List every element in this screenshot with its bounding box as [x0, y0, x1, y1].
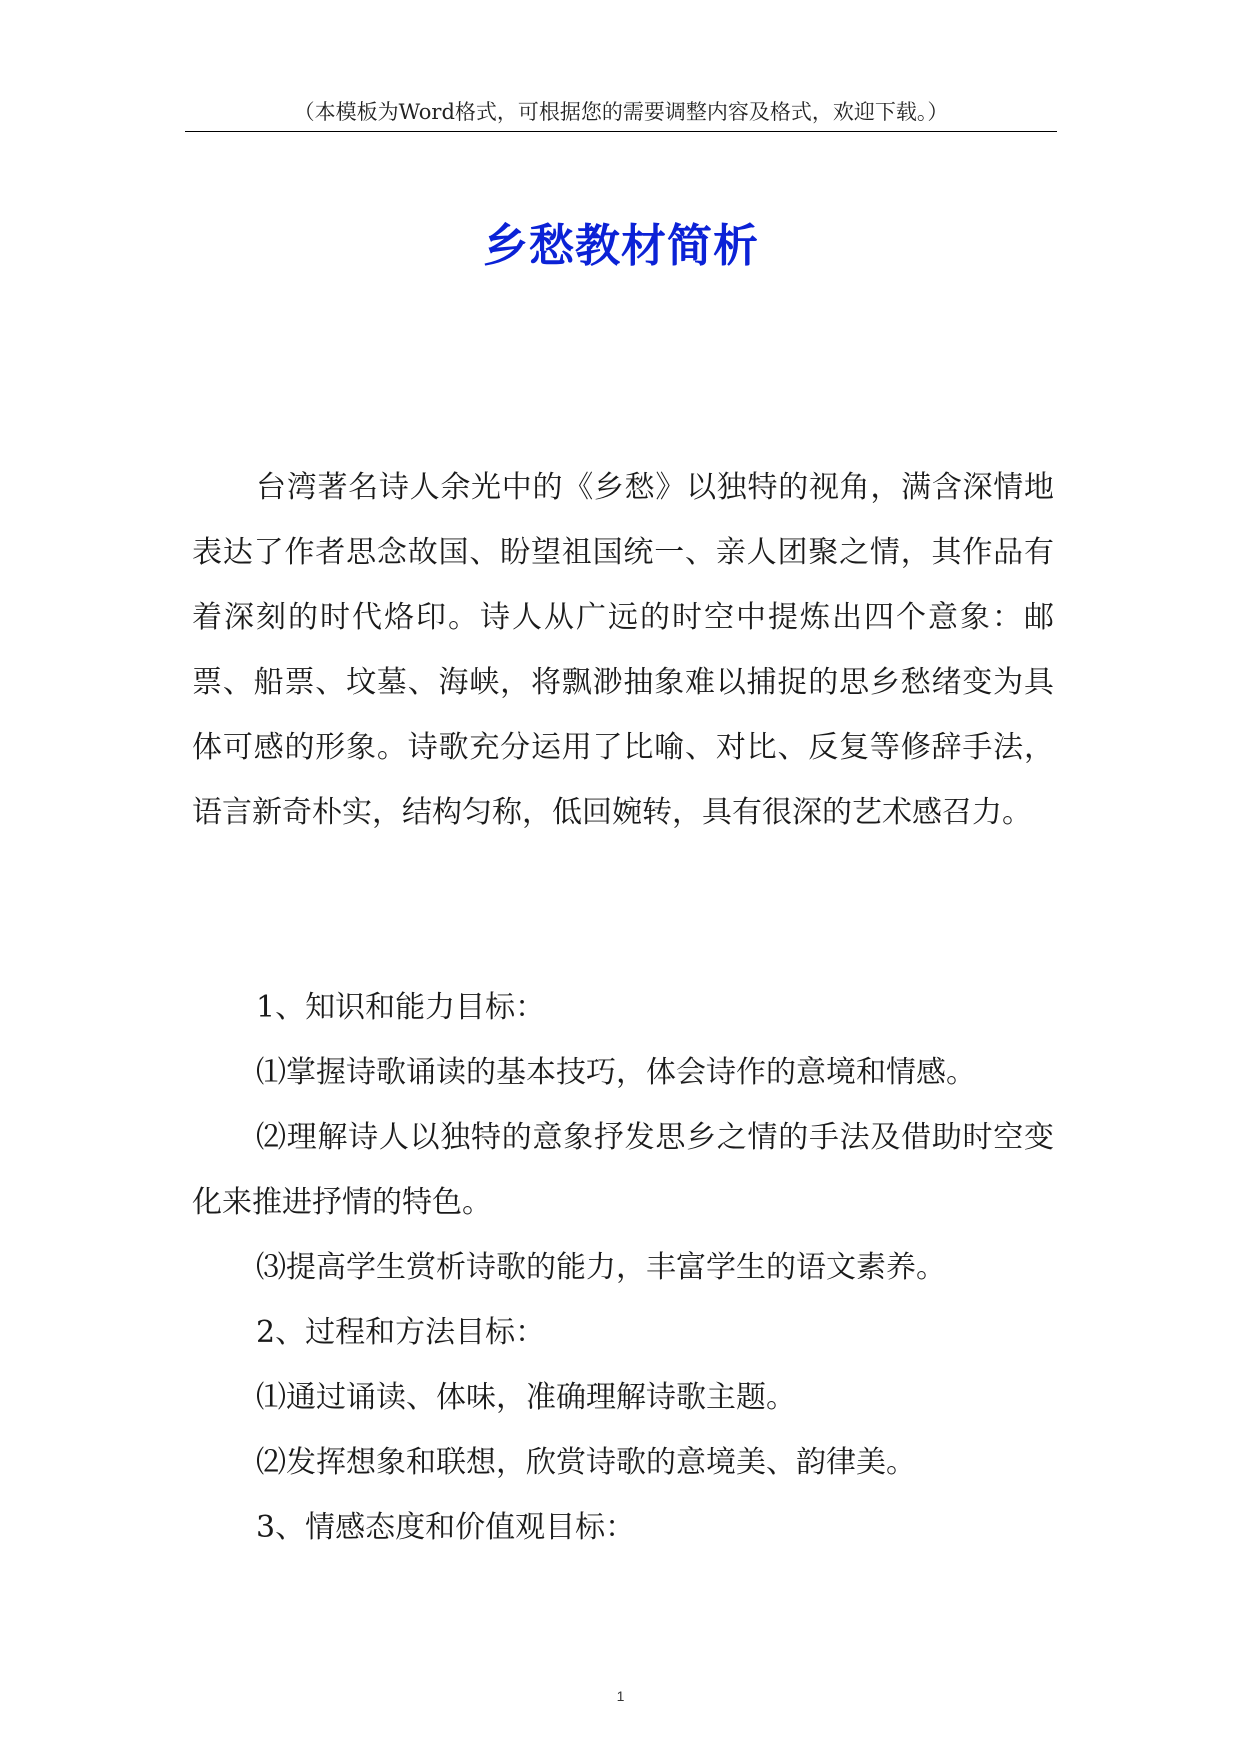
objective-heading-emotion: 3、情感态度和价值观目标：: [256, 1510, 636, 1545]
template-note: （本模板为Word格式，可根据您的需要调整内容及格式，欢迎下载。）: [293, 100, 949, 124]
objective-item: ⑵理解诗人以独特的意象抒发思乡之情的手法及借助时空变化来推进抒情的特色。: [192, 1120, 1054, 1220]
objective-heading-knowledge: 1、知识和能力目标：: [256, 990, 546, 1025]
objective-heading-process: 2、过程和方法目标：: [256, 1315, 546, 1350]
document-title: 乡愁教材简析: [482, 219, 759, 272]
intro-section: [192, 455, 1054, 845]
intro-paragraph: 台湾著名诗人余光中的《乡愁》以独特的视角，满含深情地表达了作者思念故国、盼望祖国统一、亲人团聚之情，其作品有着深刻的时代烙印。诗人从广远的时空中提炼出四个意象：邮票、船票、坟墓、海峡，将飘渺抽象难以捕捉的思乡愁绪变为具体可感的形象。诗歌充分运用了比喻、对比、反复等修辞手法，语言新奇朴实，结构匀称，低回婉转，具有很深的艺术感召力。: [192, 470, 1054, 830]
objective-item: ⑵发挥想象和联想，欣赏诗歌的意境美、韵律美。: [256, 1445, 916, 1480]
page-number: 1: [616, 1688, 625, 1704]
header-divider: [185, 131, 1057, 132]
objective-item: ⑶提高学生赏析诗歌的能力，丰富学生的语文素养。: [256, 1250, 946, 1285]
objective-item: ⑴通过诵读、体味，准确理解诗歌主题。: [256, 1380, 796, 1415]
objective-item: ⑴掌握诗歌诵读的基本技巧，体会诗作的意境和情感。: [256, 1055, 976, 1090]
objectives-section: [192, 975, 1054, 1560]
